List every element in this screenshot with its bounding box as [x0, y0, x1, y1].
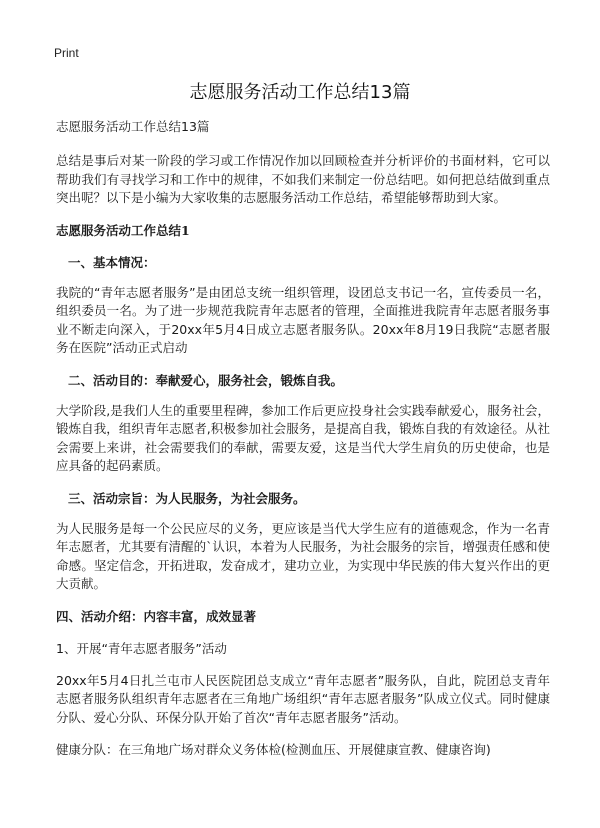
basic-info-paragraph: 我院的“青年志愿者服务”是由团总支统一组织管理，设团总支书记一名，宣传委员一名，组织委员一名。为了进一步规范我院青年志愿者的管理，全面推进我院青年志愿者服务事业不断走向深入，于20xx年5月4日成立志愿者服务队。20xx年8月19日我院“志愿者服务在医院”活动正式启动	[56, 284, 550, 355]
document-body	[56, 118, 550, 774]
tenet-paragraph: 为人民服务是每一个公民应尽的义务，更应该是当代大学生应有的道德观念，作为一名青年志愿者，尤其要有清醒的`认识，本着为人民服务，为社会服务的宗旨，增强责任感和使命感。坚定信念，开拓进取，发奋成才，建功立业，为实现中华民族的伟大复兴作出的更大贡献。	[56, 520, 550, 591]
subsection-heading-purpose: 二、活动目的：奉献爱心，服务社会，锻炼自我。	[68, 372, 344, 388]
subsection-heading-basic: 一、基本情况：	[68, 254, 156, 270]
section-heading: 志愿服务活动工作总结1	[56, 222, 190, 238]
subsection-heading-intro: 四、活动介绍：内容丰富，成效显著	[56, 608, 257, 624]
page-title: 志愿服务活动工作总结13篇	[189, 82, 411, 103]
item-paragraph: 20xx年5月4日扎兰屯市人民医院团总支成立“青年志愿者”服务队，自此，院团总支青年志愿者服务队组织青年志愿者在三角地广场组织“青年志愿者服务”队成立仪式。同时健康分队、爱心分队、环保分队开始了首次“青年志愿者服务”活动。	[56, 672, 550, 725]
item-heading: 1、开展“青年志愿者服务”活动	[56, 640, 227, 656]
health-team-paragraph: 健康分队：在三角地广场对群众义务体检(检测血压、开展健康宣教、健康咨询)	[56, 742, 491, 757]
intro-paragraph: 总结是事后对某一阶段的学习或工作情况作加以回顾检查并分析评价的书面材料，它可以帮助我们有寻找学习和工作中的规律，不如我们来制定一份总结吧。如何把总结做到重点突出呢？以下是小编为大家收集的志愿服务活动工作总结，希望能够帮助到大家。	[56, 153, 550, 205]
print-link[interactable]: Print	[54, 46, 79, 60]
subsection-heading-tenet: 三、活动宗旨：为人民服务，为社会服务。	[68, 490, 306, 506]
purpose-paragraph: 大学阶段,是我们人生的重要里程碑，参加工作后更应投身社会实践奉献爱心，服务社会，锻炼自我，组织青年志愿者,积极参加社会服务，是提高自我，锻炼自我的有效途径。从社会需要上来讲，社会需要我们的奉献，需要友爱，这是当代大学生肩负的历史使命，也是应具备的起码素质。	[56, 402, 550, 473]
document-subtitle: 志愿服务活动工作总结13篇	[56, 119, 210, 134]
